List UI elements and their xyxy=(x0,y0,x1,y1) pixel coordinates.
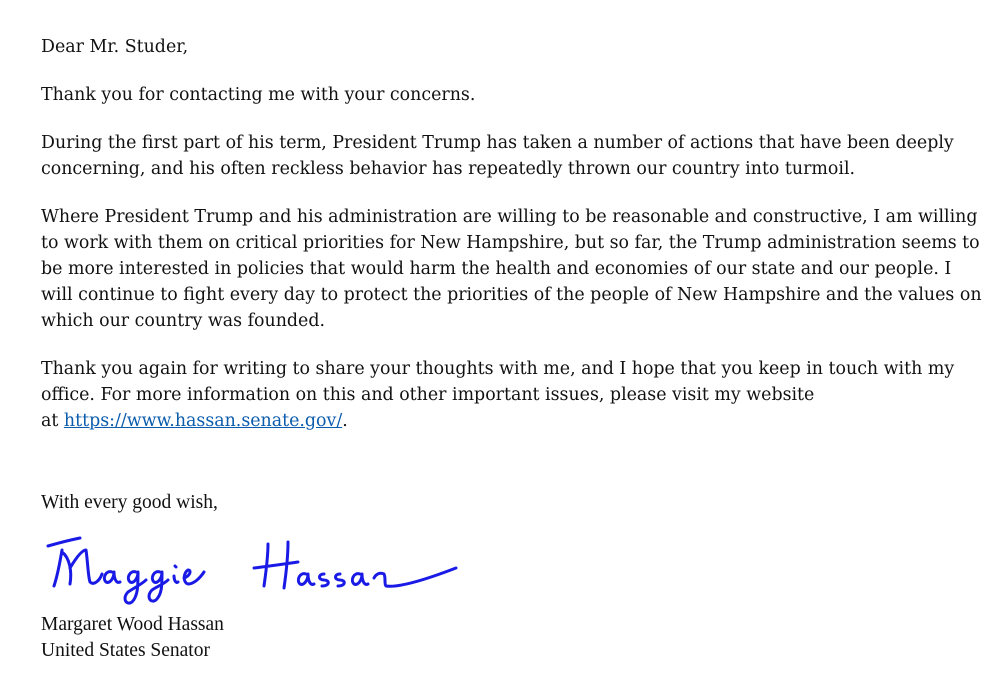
paragraph-closing-info xyxy=(41,356,986,434)
salutation: Dear Mr. Studer, xyxy=(41,37,189,57)
signer-name: Margaret Wood Hassan xyxy=(41,614,224,635)
paragraph-term: During the first part of his term, President Trump has taken a number of actions that have been deeply concerning, and his often reckless behavior has repeatedly thrown our country into turmoil. xyxy=(41,133,954,179)
paragraph-closing-text: Thank you again for writing to share your thoughts with me, and I hope that you keep in touch with my office. For more information on this and other important issues, please visit my website xyxy=(41,359,955,405)
signer-title: United States Senator xyxy=(41,640,210,661)
paragraph-thanks: Thank you for contacting me with your concerns. xyxy=(41,85,476,105)
website-link[interactable]: https://www.hassan.senate.gov/ xyxy=(63,411,343,431)
closing-line: With every good wish, xyxy=(41,492,218,513)
letter-body xyxy=(41,34,986,456)
signature-block xyxy=(41,612,224,664)
at-text: at xyxy=(41,411,64,431)
paragraph-priorities: Where President Trump and his administration are willing to be reasonable and constructive, I am willing to work with them on critical priorities for New Hampshire, but so far, the Trump administration seems to be more interested in policies that would harm the health and economies of our state and our people. I will continue to fight every day to protect the priorities of the people of New Hampshire and the values on which our country was founded. xyxy=(41,207,982,331)
handwritten-signature xyxy=(40,528,460,608)
period-text: . xyxy=(342,411,348,431)
